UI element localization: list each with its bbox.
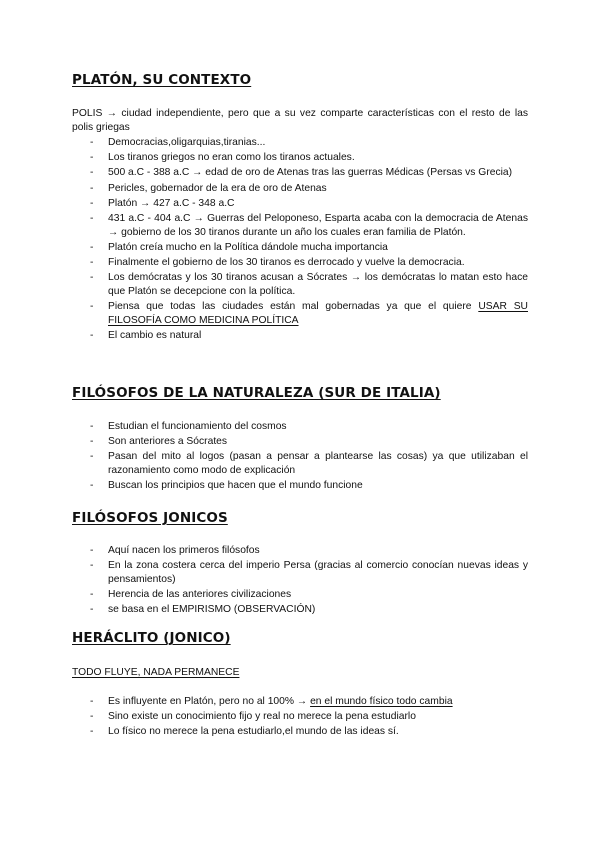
list-item: - Son anteriores a Sócrates [90, 435, 528, 449]
underlined-phrase: en el mundo físico todo cambia [310, 696, 453, 707]
list-item: - El cambio es natural [90, 329, 528, 343]
polis-paragraph: POLIS → ciudad independiente, pero que a su vez comparte características con el resto de las polis griegas [72, 108, 528, 133]
list-item: - Pericles, gobernador de la era de oro de Atenas [90, 182, 528, 196]
underlined-phrase: USAR SU FILOSOFÍA COMO MEDICINA POLÍTICA [108, 301, 528, 327]
list-item-text: Piensa que todas las ciudades están mal gobernadas ya que el quiere [108, 301, 479, 313]
list-item: - Los demócratas y los 30 tiranos acusan a Sócrates → los demócratas lo matan esto hace que Platón se decepcione con la política. [90, 271, 528, 299]
list-item: - Buscan los principios que hacen que el mundo funcione [90, 479, 528, 493]
list-item: - Democracias,oligarquias,tiranias... [90, 136, 528, 150]
section-title-heraclito: HERÁCLITO (JONICO) [72, 630, 231, 646]
list-item: - En la zona costera cerca del imperio Persa (gracias al comercio conocían nuevas ideas y pensamientos) [90, 559, 528, 587]
naturaleza-list [90, 420, 528, 495]
list-item: - 500 a.C - 388 a.C → edad de oro de Atenas tras las guerras Médicas (Persas vs Grecia) [90, 166, 528, 180]
section-title-filosofos-jonicos: FILÓSOFOS JONICOS [72, 510, 228, 526]
section-title-filosofos-naturaleza: FILÓSOFOS DE LA NATURALEZA (SUR DE ITALIA) [72, 385, 441, 401]
list-item: - se basa en el EMPIRISMO (OBSERVACIÓN) [90, 603, 528, 617]
heraclito-list [90, 695, 528, 741]
section-title-platon-contexto: PLATÓN, SU CONTEXTO [72, 72, 252, 88]
list-item: - Lo físico no merece la pena estudiarlo,el mundo de las ideas sí. [90, 725, 528, 739]
jonicos-list [90, 544, 528, 619]
heraclito-subtitle: TODO FLUYE, NADA PERMANECE [72, 667, 240, 678]
list-item: - Los tiranos griegos no eran como los tiranos actuales. [90, 151, 528, 165]
platon-context-list [90, 136, 528, 344]
list-item: - 431 a.C - 404 a.C → Guerras del Peloponeso, Esparta acaba con la democracia de Atenas → gobierno de los 30 tiranos durante un año los cuales eran familia de Platón. [90, 212, 528, 240]
list-item: - Estudian el funcionamiento del cosmos [90, 420, 528, 434]
list-item: - Pasan del mito al logos (pasan a pensar a plantearse las cosas) ya que utilizaban el razonamiento como modo de explicación [90, 450, 528, 478]
list-item: - Sino existe un conocimiento fijo y real no merece la pena estudiarlo [90, 710, 528, 724]
list-item: - Platón creía mucho en la Política dándole mucha importancia [90, 241, 528, 255]
list-item [90, 300, 528, 328]
list-item: - Aquí nacen los primeros filósofos [90, 544, 528, 558]
list-item-text: Es influyente en Platón, pero no al 100% → [108, 696, 311, 707]
list-item: - Finalmente el gobierno de los 30 tiranos es derrocado y vuelve la democracia. [90, 256, 528, 270]
list-item: - Platón → 427 a.C - 348 a.C [90, 197, 528, 211]
list-item [90, 695, 528, 709]
list-item: - Herencia de las anteriores civilizaciones [90, 588, 528, 602]
